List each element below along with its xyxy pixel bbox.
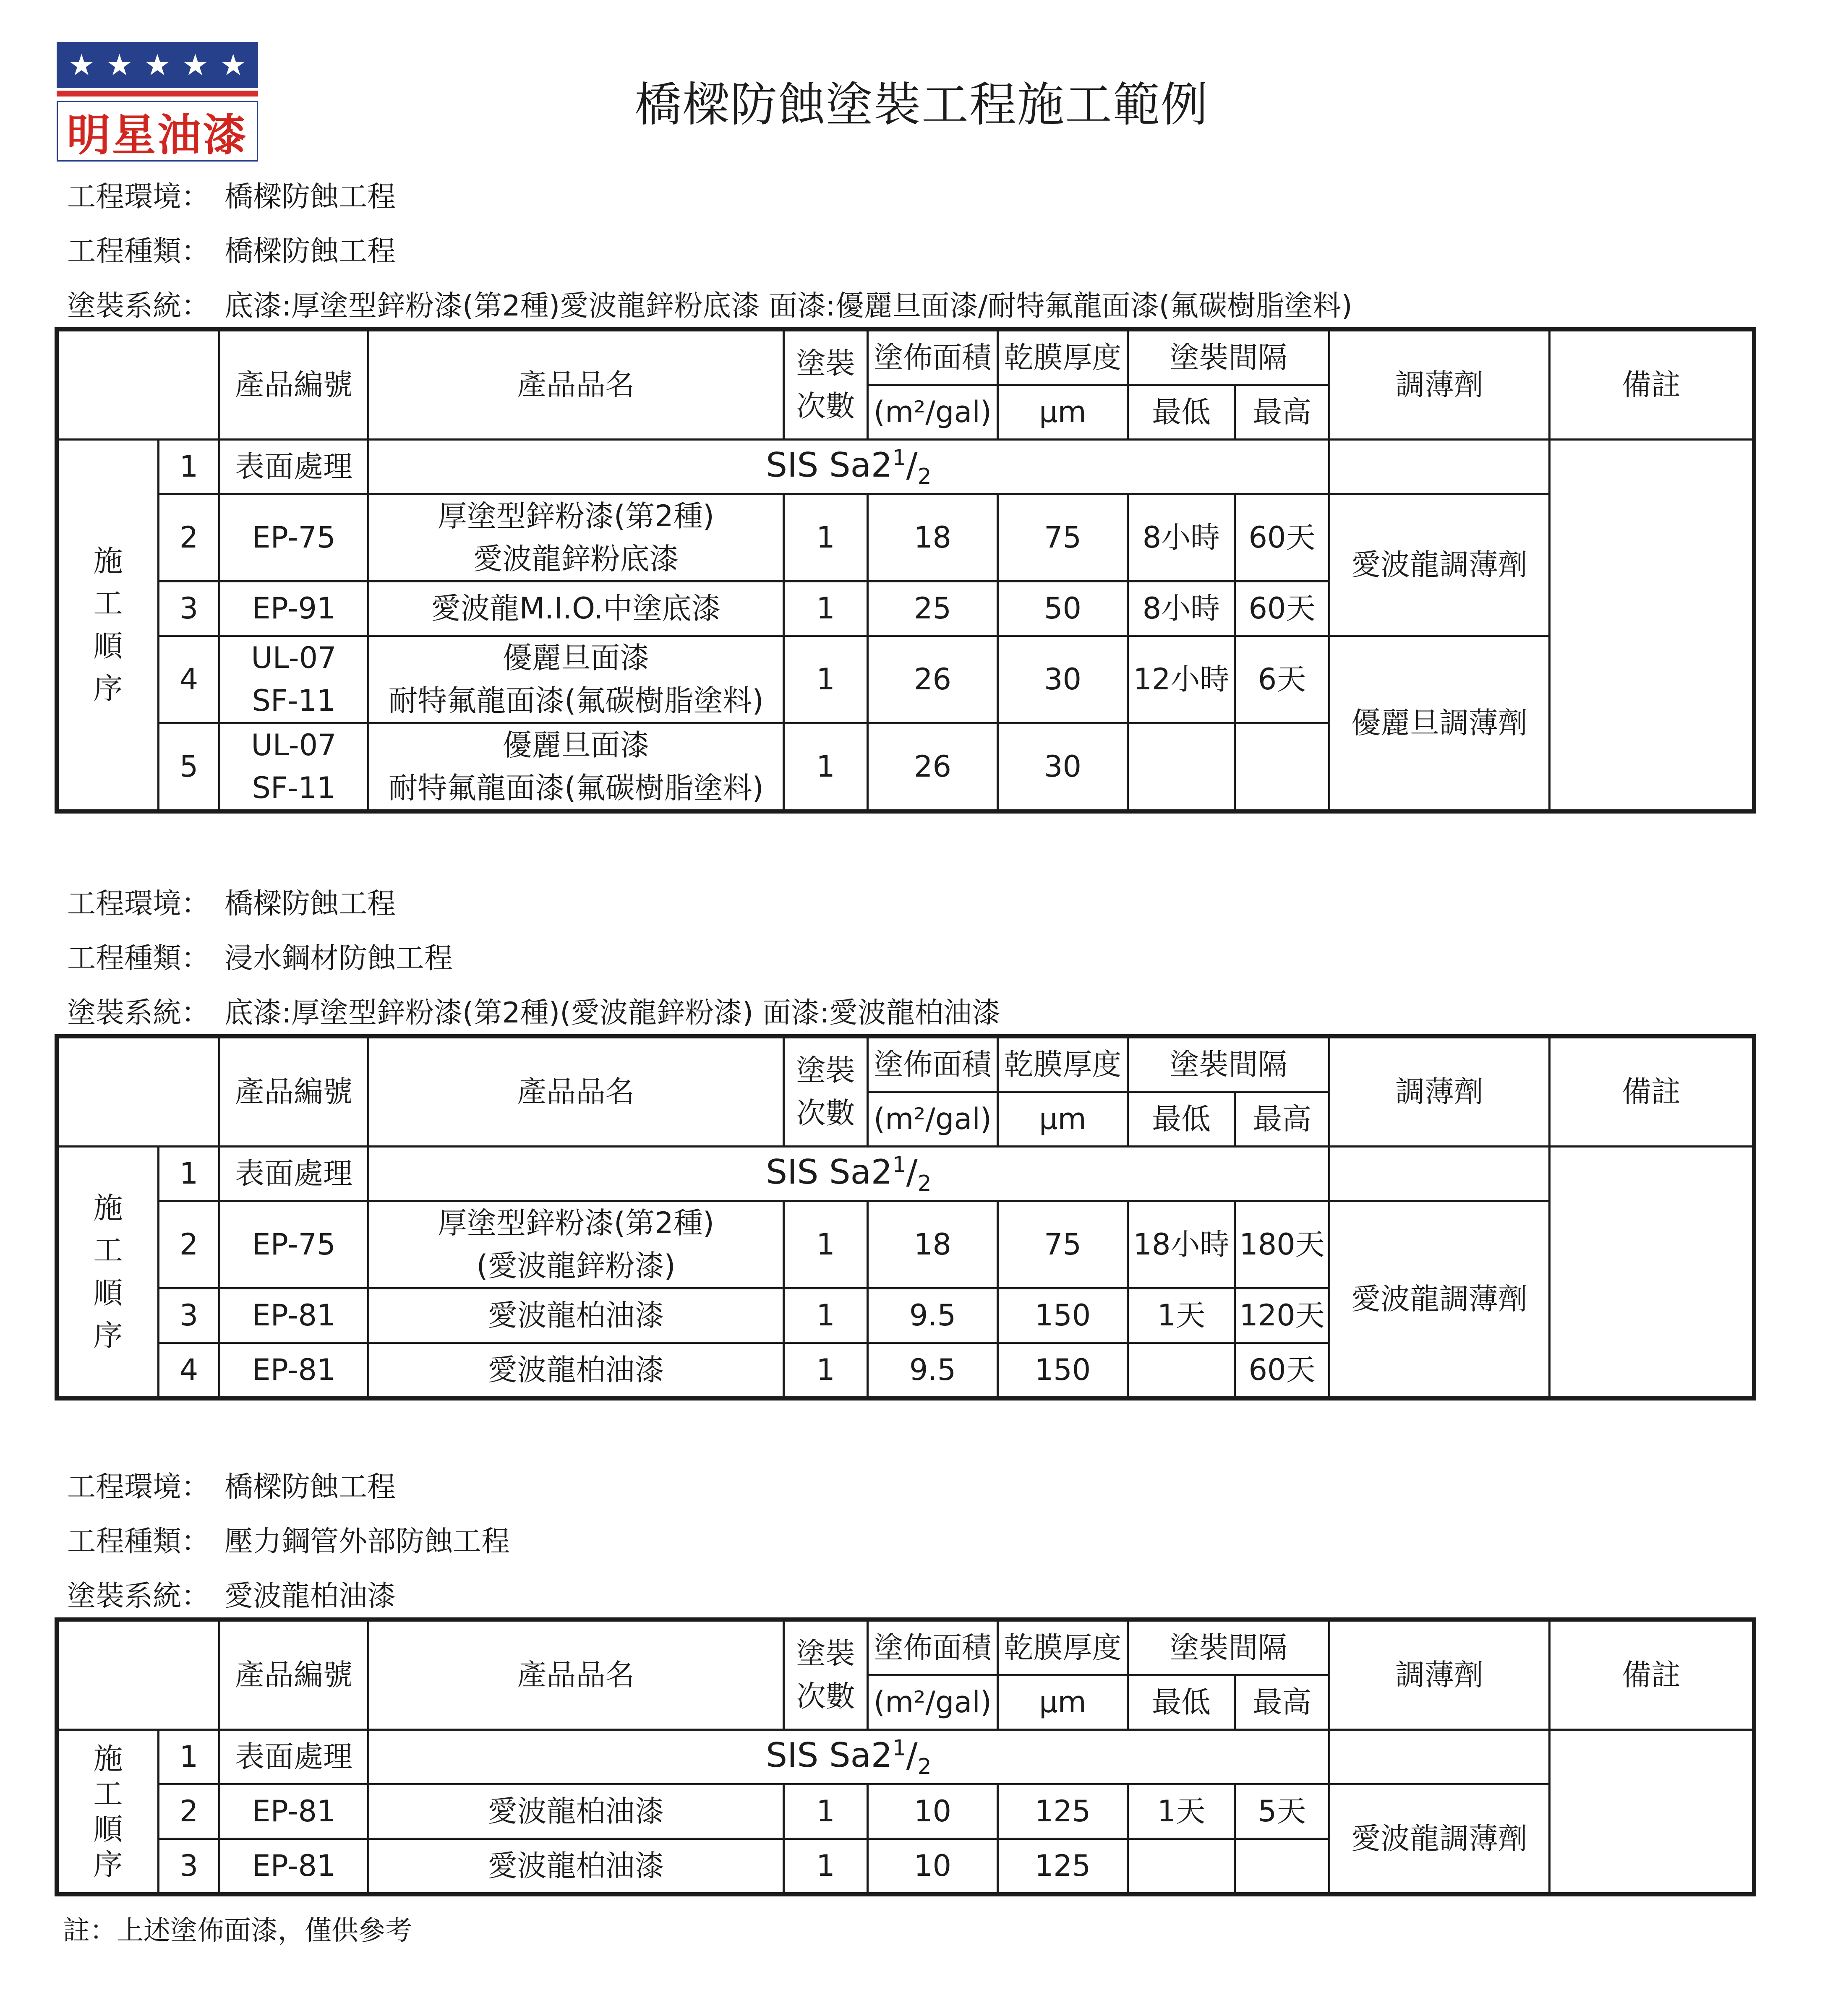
surface-prep-spec: SIS $Sa2^1/_2$ [368,440,1329,494]
star-icon: ★ [182,48,209,82]
thinner-cell: 優麗旦調薄劑 [1329,636,1550,811]
table-row: 施 工 順 序 1 表面處理 SIS $Sa2^1/_2$ [58,440,1753,494]
star-icon: ★ [68,48,95,82]
info-system-1: 塗裝系統： 底漆:厚塗型鋅粉漆(第2種)愛波龍鋅粉底漆 面漆:優麗旦面漆/耐特氟龍面漆(氟碳樹脂塗料) [67,289,1352,323]
env-value: 橋樑防蝕工程 [225,1471,396,1504]
table-row: 2 EP-81 愛波龍柏油漆 1 10 125 1天 5天 愛波龍調薄劑 [58,1784,1753,1839]
system-value: 底漆:厚塗型鋅粉漆(第2種)愛波龍鋅粉底漆 面漆:優麗旦面漆/耐特氟龍面漆(氟碳樹脂塗料) [225,289,1352,323]
step-label: 施 工 順 序 [58,1147,159,1398]
thinner-cell: 愛波龍調薄劑 [1329,1201,1550,1398]
col-code: 產品編號 [219,331,368,440]
info-system-3: 塗裝系統： 愛波龍柏油漆 [67,1580,396,1613]
type-value: 橋樑防蝕工程 [225,235,396,268]
spec-table-1 [57,329,1754,811]
table-row: 5 UL-07 SF-11 優麗旦面漆 耐特氟龍面漆(氟碳樹脂塗料) 1 26 30 [58,723,1753,811]
col-dft: 乾膜厚度 [998,331,1128,385]
table-row: 4 EP-81 愛波龍柏油漆 1 9.5 150 60天 [58,1343,1753,1398]
info-env-3: 工程環境： 橋樑防蝕工程 [67,1471,396,1504]
page-title: 橋樑防蝕塗裝工程施工範例 [634,78,1209,132]
spec-table-2: 產品編號 產品品名 塗裝 次數 塗佈面積 乾膜厚度 塗裝間隔 調薄劑 備註 (m²/gal) μm 最低 最高 施 工 順 序 1 表面處理 SIS $Sa2^1/_2$ 2 EP-75 厚塗型鋅粉漆(第2種) (愛波龍鋅粉漆) 1 18 75 18小時 180天 愛波龍調薄劑 3 EP-81 愛波龍柏油漆 1 9.5 150 1天 120天 4 EP-81 愛波龍柏油漆 1 9.5 150 60天 [57,1036,1754,1398]
col-coats: 塗裝 次數 [784,331,868,440]
type-value: 壓力鋼管外部防蝕工程 [225,1525,510,1558]
remark-cell [1550,440,1753,811]
star-icon: ★ [106,48,133,82]
col-area-unit: (m²/gal) [868,385,998,440]
type-value: 浸水鋼材防蝕工程 [225,942,453,975]
system-value: 愛波龍柏油漆 [225,1580,396,1613]
thinner-cell: 愛波龍調薄劑 [1329,494,1550,636]
env-value: 橋樑防蝕工程 [225,887,396,921]
env-value: 橋樑防蝕工程 [225,180,396,214]
info-type-2: 工程種類： 浸水鋼材防蝕工程 [67,942,453,975]
table-row: 4 UL-07 SF-11 優麗旦面漆 耐特氟龍面漆(氟碳樹脂塗料) 1 26 30 12小時 6天 優麗旦調薄劑 [58,636,1753,723]
star-icon: ★ [144,48,171,82]
info-type-1: 工程種類： 橋樑防蝕工程 [67,235,396,268]
thinner-cell: 愛波龍調薄劑 [1329,1784,1550,1893]
surface-prep-label: 表面處理 [219,440,368,494]
table-row: 2 EP-75 厚塗型鋅粉漆(第2種) (愛波龍鋅粉漆) 1 18 75 18小時 180天 愛波龍調薄劑 [58,1201,1753,1288]
system-value: 底漆:厚塗型鋅粉漆(第2種)(愛波龍鋅粉漆) 面漆:愛波龍柏油漆 [225,996,1000,1030]
table-row: 3 EP-81 愛波龍柏油漆 1 10 125 [58,1839,1753,1893]
info-env-2: 工程環境： 橋樑防蝕工程 [67,887,396,921]
step-label: 施 工 順 序 [58,1730,159,1893]
col-max: 最高 [1235,385,1329,440]
col-thinner: 調薄劑 [1329,331,1550,440]
footnote: 註：上述塗佈面漆，僅供參考 [63,1915,412,1946]
table-row: 施 工 順 序 1 表面處理 SIS $Sa2^1/_2$ [58,1730,1753,1784]
spec-table-3: 產品編號 產品品名 塗裝 次數 塗佈面積 乾膜厚度 塗裝間隔 調薄劑 備註 (m²/gal) μm 最低 最高 施 工 順 序 1 表面處理 SIS $Sa2^1/_2$ 2 EP-81 愛波龍柏油漆 1 10 125 1天 5天 愛波龍調薄劑 3 EP-81 愛波龍柏油漆 1 10 125 [57,1620,1754,1894]
col-interval: 塗裝間隔 [1128,331,1329,385]
col-name: 產品品名 [368,331,784,440]
table-row: 2 EP-75 厚塗型鋅粉漆(第2種) 愛波龍鋅粉底漆 1 18 75 8小時 60天 愛波龍調薄劑 [58,494,1753,582]
step-label: 施 工 順 序 [58,440,159,811]
col-min: 最低 [1128,385,1235,440]
col-area: 塗佈面積 [868,331,998,385]
info-type-3: 工程種類： 壓力鋼管外部防蝕工程 [67,1525,510,1558]
brand-name: 明星油漆 [66,109,248,161]
table-row: 施 工 順 序 1 表面處理 SIS $Sa2^1/_2$ [58,1147,1753,1201]
star-icon: ★ [220,48,247,82]
col-remark: 備註 [1550,331,1753,440]
col-dft-unit: μm [998,385,1128,440]
corner-cell [58,331,219,440]
info-system-2: 塗裝系統： 底漆:厚塗型鋅粉漆(第2種)(愛波龍鋅粉漆) 面漆:愛波龍柏油漆 [67,996,1000,1030]
table-row: 3 EP-81 愛波龍柏油漆 1 9.5 150 1天 120天 [58,1288,1753,1343]
info-env-1: 工程環境： 橋樑防蝕工程 [67,180,396,214]
table-row: 3 EP-91 愛波龍M.I.O.中塗底漆 1 25 50 8小時 60天 [58,582,1753,636]
